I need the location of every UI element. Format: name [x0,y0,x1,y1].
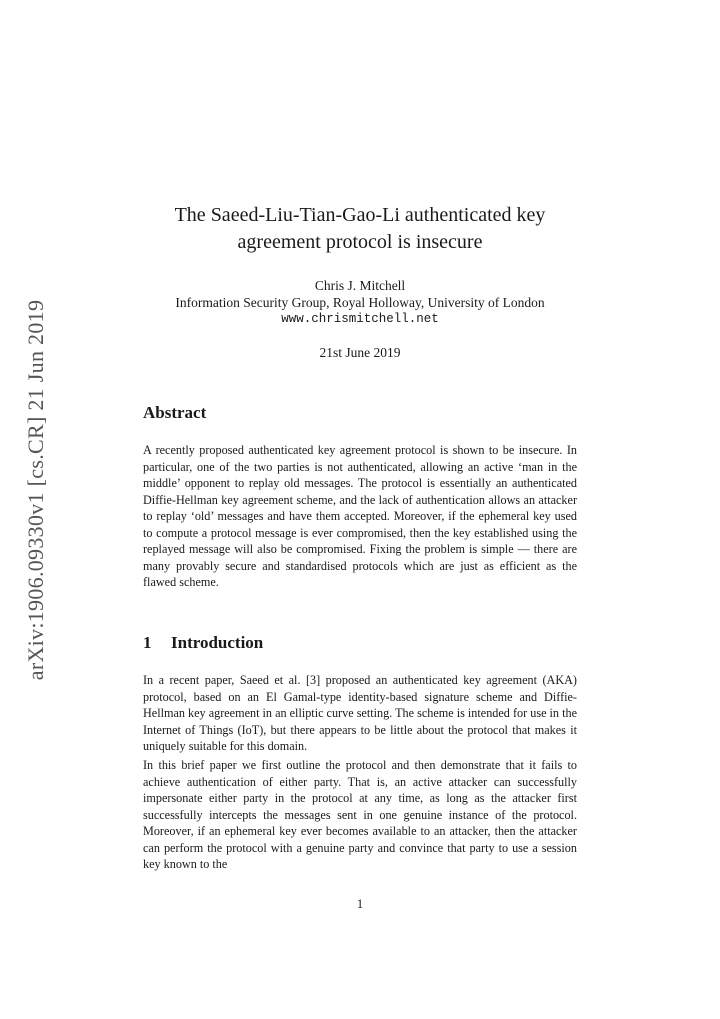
intro-paragraph-1: In a recent paper, Saeed et al. [3] proposed an authenticated key agreement (AKA) protocol, based on an El Gamal-type identity-based signature scheme and Diffie-Hellman key agreement in an elliptic curve setting. The scheme is intended for use in the Internet of Things (IoT), but there appears to be little about the protocol that makes it uniquely suitable for this domain. [143,673,577,753]
section-title: Introduction [171,633,264,652]
author-name: Chris J. Mitchell [314,278,406,293]
paper-title [143,202,577,256]
page-number: 1 [356,897,364,911]
arxiv-identifier: arXiv:1906.09330v1 [cs.CR] 21 Jun 2019 [23,299,48,681]
author-block [143,277,577,328]
abstract-text: A recently proposed authenticated key agreement protocol is shown to be insecure. In particular, one of the two parties is not authenticated, allowing an active ‘man in the middle’ opponent to replay old messages. The protocol is essentially an authenticated Diffie-Hellman key agreement scheme, and the lack of authentication allows an attacker to replay ‘old’ messages and have them accepted. Moreover, if the ephemeral key used to compute a protocol message is ever compromised, then the key established using the replayed message will also be compromised. Fixing the problem is simple — there are many provably secure and standardised protocols which are just as efficient as the flawed scheme. [143,443,577,589]
author-affiliation: Information Security Group, Royal Holloway, University of London [175,295,545,310]
abstract-heading: Abstract [143,403,207,422]
paper-date: 21st June 2019 [319,345,401,360]
section-heading-introduction [143,633,263,653]
title-line-1: The Saeed-Liu-Tian-Gao-Li authenticated key [174,204,546,226]
author-url: www.chrismitchell.net [281,312,439,326]
title-line-2: agreement protocol is insecure [237,231,483,253]
section-number: 1 [143,633,152,652]
intro-paragraph-2: In this brief paper we first outline the protocol and then demonstrate that it fails to achieve authentication of either party. That is, an active attacker can successfully impersonate either party in the protocol at any time, as long as the attacker first successfully intercepts the messages sent in one genuine instance of the protocol. Moreover, if an ephemeral key ever becomes available to an attacker, then the attacker can perform the protocol with a genuine party and convince that party to use a session key known to the [143,758,577,871]
